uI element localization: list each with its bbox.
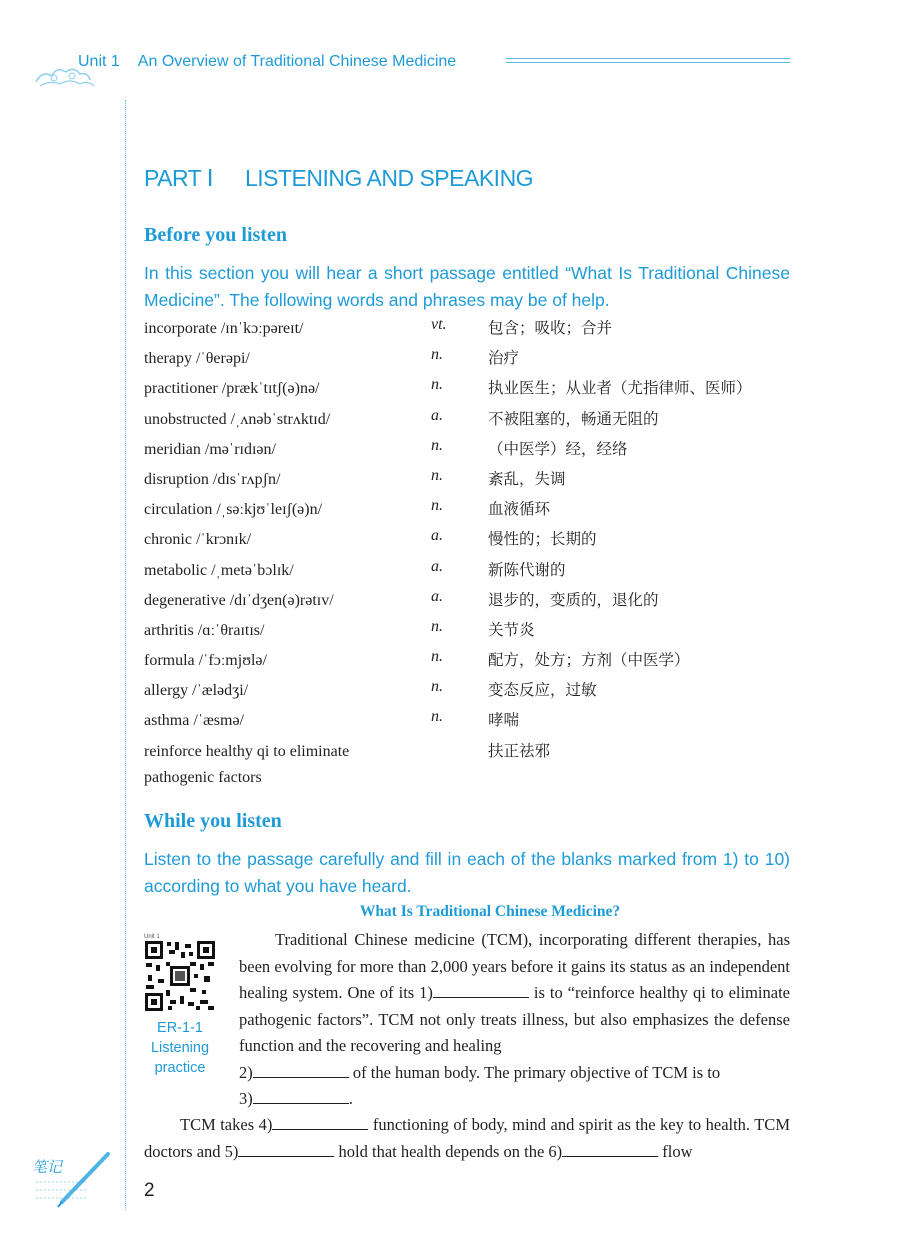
blank-label: 2) bbox=[239, 1062, 253, 1082]
vocab-pos: n. bbox=[431, 617, 443, 635]
vocab-word: allergy /ˈælədʒi/ bbox=[144, 682, 249, 700]
vocab-meaning: 血液循环 bbox=[488, 500, 551, 519]
vocab-word: arthritis /ɑːˈθraɪtɪs/ bbox=[144, 621, 265, 639]
vocab-word: therapy /ˈθerəpi/ bbox=[144, 350, 250, 368]
vocab-pos: a. bbox=[431, 406, 443, 424]
vocab-row bbox=[144, 588, 794, 618]
vocab-meaning: 变态反应，过敏 bbox=[488, 681, 597, 700]
passage-text: of the human body. The primary objective of TCM is to bbox=[348, 1062, 721, 1082]
vocab-pos: n. bbox=[431, 436, 443, 454]
blank-label: 6) bbox=[548, 1141, 563, 1161]
passage-paragraph bbox=[144, 1112, 790, 1165]
before-listen-instruction: In this section you will hear a short passage entitled “What Is Traditional Chinese Medicine”. The following words and phrases may be of help. bbox=[144, 263, 790, 310]
vocabulary-list bbox=[144, 316, 794, 795]
while-listen-instruction: Listen to the passage carefully and fill in each of the blanks marked from 1) to 10) according to what you have heard. bbox=[144, 849, 790, 896]
fill-blank-1[interactable] bbox=[433, 983, 529, 998]
blank-label: 5) bbox=[224, 1141, 239, 1161]
passage-text: is to “reinforce healthy qi to eliminate pathogenic factors”. TCM not only treats illness, but also emphasizes the defense function and the recovering and healing bbox=[239, 983, 790, 1055]
vocab-meaning: 紊乱，失调 bbox=[488, 469, 566, 488]
vocab-word: disruption /dɪsˈrʌpʃn/ bbox=[144, 470, 281, 488]
blank-label: 4) bbox=[258, 1115, 273, 1134]
qr-label-line3: practice bbox=[154, 1060, 206, 1076]
header-unit: Unit 1 bbox=[78, 53, 120, 70]
passage-text: . bbox=[348, 1089, 353, 1108]
fill-blank-4[interactable] bbox=[272, 1115, 368, 1130]
vocab-pos: a. bbox=[431, 587, 443, 605]
vocab-meaning: 执业医生；从业者（尤指律师、医师） bbox=[488, 379, 752, 398]
passage-text: functioning of body, mind and spirit as the key to health. TCM doctors and bbox=[144, 1115, 790, 1161]
vocab-pos: a. bbox=[431, 527, 443, 545]
qr-code-icon[interactable] bbox=[144, 932, 216, 1012]
vocab-row bbox=[144, 407, 794, 437]
passage-text: hold that health depends on the bbox=[334, 1141, 549, 1161]
passage-text: TCM takes bbox=[180, 1115, 259, 1134]
vocab-word: chronic /ˈkrɔnɪk/ bbox=[144, 531, 252, 549]
header-rule bbox=[506, 58, 790, 66]
vocab-row bbox=[144, 376, 794, 406]
header-title: An Overview of Traditional Chinese Medicine bbox=[137, 53, 457, 70]
vocab-row bbox=[144, 648, 794, 678]
notes-pen-icon bbox=[28, 1150, 118, 1210]
vocab-pos: n. bbox=[431, 648, 443, 666]
qr-tag: Unit 1 bbox=[144, 934, 160, 940]
vocab-meaning: 治疗 bbox=[488, 349, 520, 368]
vocab-meaning: 哮喘 bbox=[488, 711, 520, 730]
vocab-pos: a. bbox=[431, 557, 443, 575]
part-name: LISTENING AND SPEAKING bbox=[244, 165, 534, 191]
while-listen-heading: While you listen bbox=[144, 810, 282, 832]
vocab-meaning: 新陈代谢的 bbox=[488, 560, 566, 579]
vocab-meaning: 慢性的；长期的 bbox=[488, 530, 597, 549]
vocab-word: degenerative /dɪˈdʒen(ə)rətɪv/ bbox=[144, 591, 334, 609]
fill-blank-5[interactable] bbox=[238, 1142, 334, 1157]
qr-label-line2: Listening bbox=[150, 1040, 210, 1056]
vocab-word: asthma /ˈæsmə/ bbox=[144, 712, 244, 730]
vocab-meaning: 扶正祛邪 bbox=[488, 741, 551, 760]
vocab-row bbox=[144, 527, 794, 557]
qr-label bbox=[136, 1018, 224, 1078]
margin-divider bbox=[125, 100, 126, 1210]
vocab-meaning: 不被阻塞的，畅通无阻的 bbox=[488, 409, 659, 428]
vocab-word: circulation /ˌsəːkjʊˈleɪʃ(ə)n/ bbox=[144, 501, 323, 519]
vocab-meaning: 配方，处方；方剂（中医学） bbox=[488, 651, 690, 670]
qr-label-code: ER-1-1 bbox=[157, 1020, 203, 1036]
fill-blank-2[interactable] bbox=[253, 1063, 349, 1078]
vocab-row bbox=[144, 467, 794, 497]
vocab-pos: n. bbox=[431, 376, 443, 394]
part-number: PART Ⅰ bbox=[144, 165, 213, 191]
vocab-row bbox=[144, 497, 794, 527]
passage-paragraph bbox=[239, 927, 790, 1113]
before-listen-heading: Before you listen bbox=[144, 224, 287, 246]
vocab-meaning: （中医学）经，经络 bbox=[488, 439, 628, 458]
vocab-row bbox=[144, 437, 794, 467]
vocab-row bbox=[144, 346, 794, 376]
vocab-meaning: 包含；吸收；合并 bbox=[488, 319, 613, 337]
vocab-word: metabolic /ˌmetəˈbɔlɪk/ bbox=[144, 561, 294, 579]
passage-text: flow bbox=[658, 1141, 693, 1161]
notes-label: 笔记 bbox=[32, 1158, 63, 1176]
vocab-row bbox=[144, 316, 794, 346]
part-title bbox=[144, 165, 533, 192]
blank-label: 3) bbox=[239, 1089, 253, 1108]
passage-title: What Is Traditional Chinese Medicine? bbox=[359, 903, 621, 920]
vocab-word: reinforce healthy qi to eliminate pathogenic factors bbox=[144, 742, 350, 786]
vocab-word: practitioner /prækˈtɪtʃ(ə)nə/ bbox=[144, 380, 320, 398]
vocab-row bbox=[144, 618, 794, 648]
passage-text: Traditional Chinese medicine (TCM), incorporating different therapies, has been evolving for more than 2,000 years before it gains its status as an independent healing system. One of its bbox=[239, 930, 790, 1002]
vocab-word: incorporate /ɪnˈkɔːpəreɪt/ bbox=[144, 320, 304, 337]
vocab-pos: n. bbox=[431, 678, 443, 696]
vocab-row bbox=[144, 708, 794, 738]
vocab-pos: vt. bbox=[431, 316, 447, 333]
vocab-word: meridian /məˈrɪdɪən/ bbox=[144, 440, 276, 458]
vocab-pos: n. bbox=[431, 708, 443, 726]
running-header bbox=[78, 53, 456, 71]
vocab-word: unobstructed /ˌʌnəbˈstrʌktɪd/ bbox=[144, 410, 331, 428]
vocab-word: formula /ˈfɔːmjʊlə/ bbox=[144, 652, 267, 670]
vocab-meaning: 关节炎 bbox=[488, 620, 535, 639]
vocab-row bbox=[144, 739, 794, 795]
fill-blank-3[interactable] bbox=[253, 1089, 349, 1104]
vocab-pos: n. bbox=[431, 466, 443, 484]
vocab-row bbox=[144, 678, 794, 708]
fill-blank-6[interactable] bbox=[562, 1142, 658, 1157]
vocab-pos: n. bbox=[431, 346, 443, 364]
vocab-meaning: 退步的，变质的，退化的 bbox=[488, 590, 659, 609]
blank-label: 1) bbox=[419, 983, 433, 1002]
vocab-pos: n. bbox=[431, 497, 443, 515]
vocab-row bbox=[144, 558, 794, 588]
page-number: 2 bbox=[144, 1180, 155, 1201]
